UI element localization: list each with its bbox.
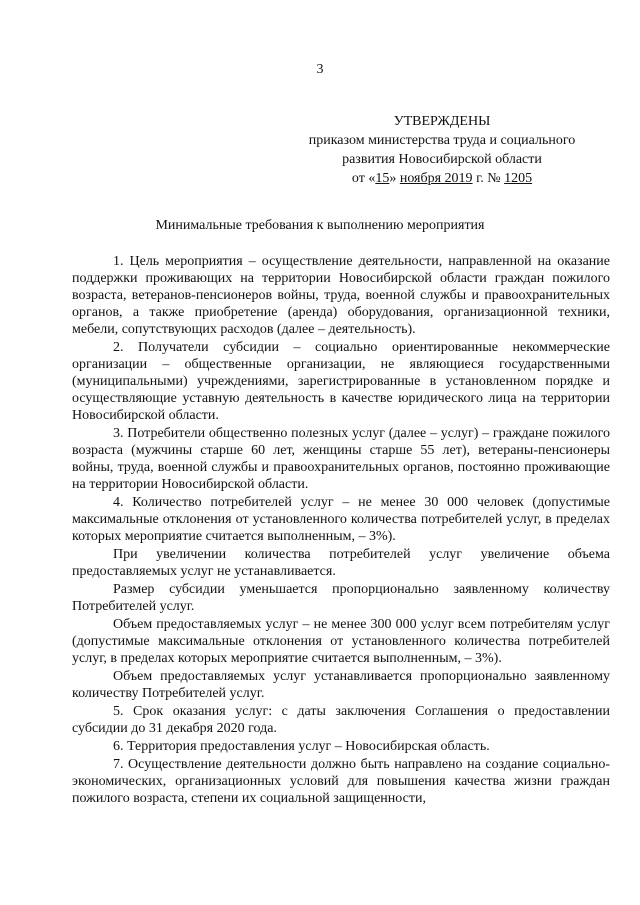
paragraph-7: 7. Осуществление деятельности должно быть направлено на создание социально-экономических, организационных условий для повышения качества жизни граждан пожилого возраста, степени их социальной защищенности, bbox=[72, 757, 610, 806]
order-number: 1205 bbox=[504, 171, 533, 186]
paragraph-6: 6. Территория предоставления услуг – Новосибирская область. bbox=[113, 739, 490, 754]
paragraph-4-service-volume: Объем предоставляемых услуг – не менее 300 000 услуг всем потребителям услуг (допустимые максимальные отклонения от установленного количества потребителей услуг, в пределах которых мероприятие считается выполненным, – 3%). bbox=[72, 617, 610, 666]
date-mid: » bbox=[389, 171, 400, 186]
order-day: 15 bbox=[375, 171, 390, 186]
approval-order-line: приказом министерства труда и социального bbox=[308, 133, 576, 148]
approval-heading: УТВЕРЖДЕНЫ bbox=[393, 114, 491, 129]
page-number: 3 bbox=[316, 62, 324, 77]
approval-ministry-line: развития Новосибирской области bbox=[342, 152, 542, 167]
paragraph-5: 5. Срок оказания услуг: с даты заключения Соглашения о предоставлении субсидии до 31 декабря 2020 года. bbox=[72, 704, 610, 736]
document-title: Минимальные требования к выполнению мероприятия bbox=[155, 218, 485, 233]
paragraph-2: 2. Получатели субсидии – социально ориентированные некоммерческие организации – общественные организации, не являющиеся государственными (муниципальными) учреждениями, зарегистрированные в установленном порядке и осуществляющие уставную деятельность в качестве юридического лица на территории Новосибирской области. bbox=[72, 340, 610, 423]
order-month-year: ноября 2019 bbox=[399, 171, 473, 186]
paragraph-4-subsidy-size: Размер субсидии уменьшается пропорционально заявленному количеству Потребителей услуг. bbox=[72, 582, 610, 614]
paragraph-1: 1. Цель мероприятия – осуществление деятельности, направленной на оказание поддержки проживающих на территории Новосибирской области граждан пожилого возраста, ветеранов-пенсионеров войны, труда, военной службы и правоохранительных органов, а также приобретение (аренда) оборудования, организационной техники, мебели, сопутствующих расходов (далее – деятельность). bbox=[72, 254, 610, 337]
paragraph-3: 3. Потребители общественно полезных услуг (далее – услуг) – граждане пожилого возраста (мужчины старше 60 лет, женщины старше 55 лет), ветераны-пенсионеры войны, труда, военной службы и правоохранительных органов, постоянно проживающие на территории Новосибирской области. bbox=[72, 426, 610, 492]
document-body bbox=[72, 253, 610, 808]
paragraph-4-increase: При увеличении количества потребителей услуг увеличение объема предоставляемых услуг не устанавливается. bbox=[72, 547, 610, 579]
approval-date-line bbox=[292, 169, 592, 188]
approval-block bbox=[292, 112, 592, 188]
paragraph-4-volume-proportional: Объем предоставляемых услуг устанавливается пропорционально заявленному количеству Потребителей услуг. bbox=[72, 669, 610, 701]
date-prefix: от « bbox=[351, 171, 376, 186]
date-suffix: г. № bbox=[472, 171, 505, 186]
paragraph-4: 4. Количество потребителей услуг – не менее 30 000 человек (допустимые максимальные отклонения от установленного количества потребителей услуг, в пределах которых мероприятие считается выполненным, – 3%). bbox=[72, 495, 610, 544]
